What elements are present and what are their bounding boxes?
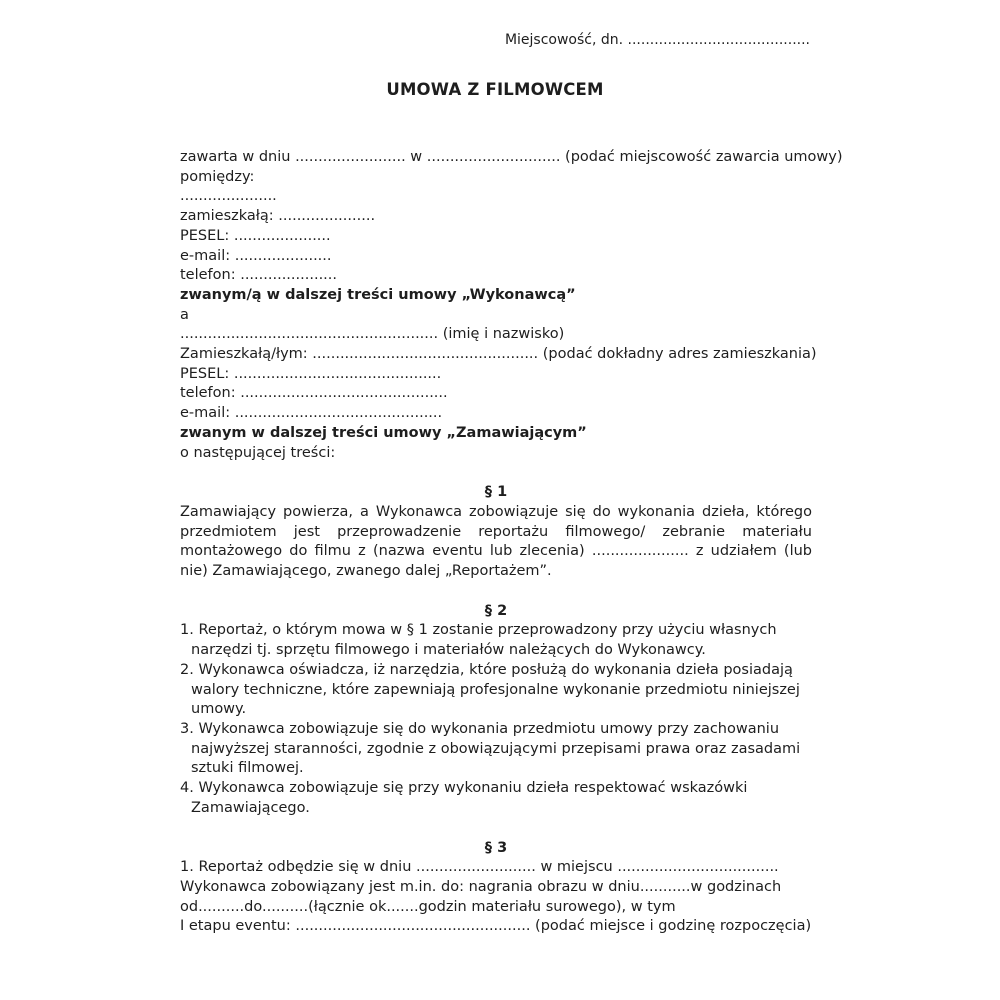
section-1-heading: § 1 bbox=[484, 484, 508, 501]
section-2-item-2 bbox=[180, 661, 812, 720]
document-title: UMOWA Z FILMOWCEM bbox=[386, 80, 604, 99]
party1-role: zwanym/ą w dalszej treści umowy „Wykonawcą” bbox=[180, 286, 576, 303]
section-1-text: Zamawiający powierza, a Wykonawca zobowiązuje się do wykonania dzieła, którego przedmiotem jest przeprowadzenie reportażu filmowego/ zebranie materiału montażowego do filmu z (nazwa eventu lub zlecenia) ..................... z udziałem (lub nie) Zamawiającego, zwanego dalej „Reportażem”. bbox=[180, 503, 812, 580]
section-2-item-2-line-2: walory techniczne, które zapewniają profesjonalne wykonanie przedmiotu niniejszej bbox=[191, 681, 800, 698]
section-2-item-3-line-1: 3. Wykonawca zobowiązuje się do wykonania przedmiotu umowy przy zachowaniu bbox=[180, 720, 780, 737]
section-2-heading: § 2 bbox=[484, 602, 508, 619]
section-2-item-2-line-3: umowy. bbox=[191, 701, 247, 718]
party1-name-blank: ..................... bbox=[180, 188, 277, 205]
party2-pesel: PESEL: ............................................. bbox=[180, 365, 442, 382]
section-3-line-4: I etapu eventu: ................................................... (podać miejsce i godzinę rozpoczęcia) bbox=[180, 918, 812, 935]
place-date-line: Miejscowość, dn. ......................................... bbox=[504, 32, 810, 48]
section-2-item-3-line-2: najwyższej staranności, zgodnie z obowiązującymi przepisami prawa oraz zasadami bbox=[191, 740, 801, 757]
party2-phone: telefon: ............................................. bbox=[180, 385, 448, 402]
party2-address: Zamieszkałą/łym: ................................................. (podać dokładny adres zamieszkania) bbox=[180, 346, 817, 363]
party2-email: e-mail: ............................................. bbox=[180, 405, 443, 422]
intro-date-line: zawarta w dniu ........................ w ............................. (podać miejscowość zawarcia umowy) bbox=[180, 149, 843, 165]
section-2-item-4-line-1: 4. Wykonawca zobowiązuje się przy wykonaniu dzieła respektować wskazówki bbox=[180, 780, 748, 797]
section-2-item-3 bbox=[180, 720, 812, 779]
intro-between: pomiędzy: bbox=[180, 168, 255, 185]
party2-name: ........................................................ (imię i nazwisko) bbox=[180, 326, 565, 343]
section-3-line-1: 1. Reportaż odbędzie się w dniu .......................... w miejscu ................................... bbox=[180, 859, 779, 876]
section-2-item-1-line-1: 1. Reportaż, o którym mowa w § 1 zostanie przeprowadzony przy użyciu własnych bbox=[180, 622, 777, 639]
intro-content-follows: o następującej treści: bbox=[180, 444, 336, 461]
section-2-item-4 bbox=[180, 779, 812, 818]
party1-address: zamieszkałą: ..................... bbox=[180, 208, 376, 225]
party2-role: zwanym w dalszej treści umowy „Zamawiającym” bbox=[180, 424, 587, 441]
section-2-item-1-line-2: narzędzi tj. sprzętu filmowego i materiałów należących do Wykonawcy. bbox=[191, 642, 706, 659]
section-2-item-1 bbox=[180, 621, 812, 660]
contract-body bbox=[180, 148, 843, 937]
section-2-item-3-line-3: sztuki filmowej. bbox=[191, 760, 304, 777]
party1-pesel: PESEL: ..................... bbox=[180, 227, 331, 244]
section-3-heading: § 3 bbox=[484, 839, 508, 856]
party1-email: e-mail: ..................... bbox=[180, 247, 332, 264]
section-3-line-3: od..........do..........(łącznie ok.......godzin materiału surowego), w tym bbox=[180, 898, 676, 915]
section-2-item-4-line-2: Zamawiającego. bbox=[191, 799, 310, 816]
section-3-line-2: Wykonawca zobowiązany jest m.in. do: nagrania obrazu w dniu...........w godzinach bbox=[180, 878, 782, 895]
section-2-item-2-line-1: 2. Wykonawca oświadcza, iż narzędzia, które posłużą do wykonania dzieła posiadają bbox=[180, 661, 793, 678]
party1-phone: telefon: ..................... bbox=[180, 267, 338, 284]
intro-and: a bbox=[180, 306, 189, 323]
